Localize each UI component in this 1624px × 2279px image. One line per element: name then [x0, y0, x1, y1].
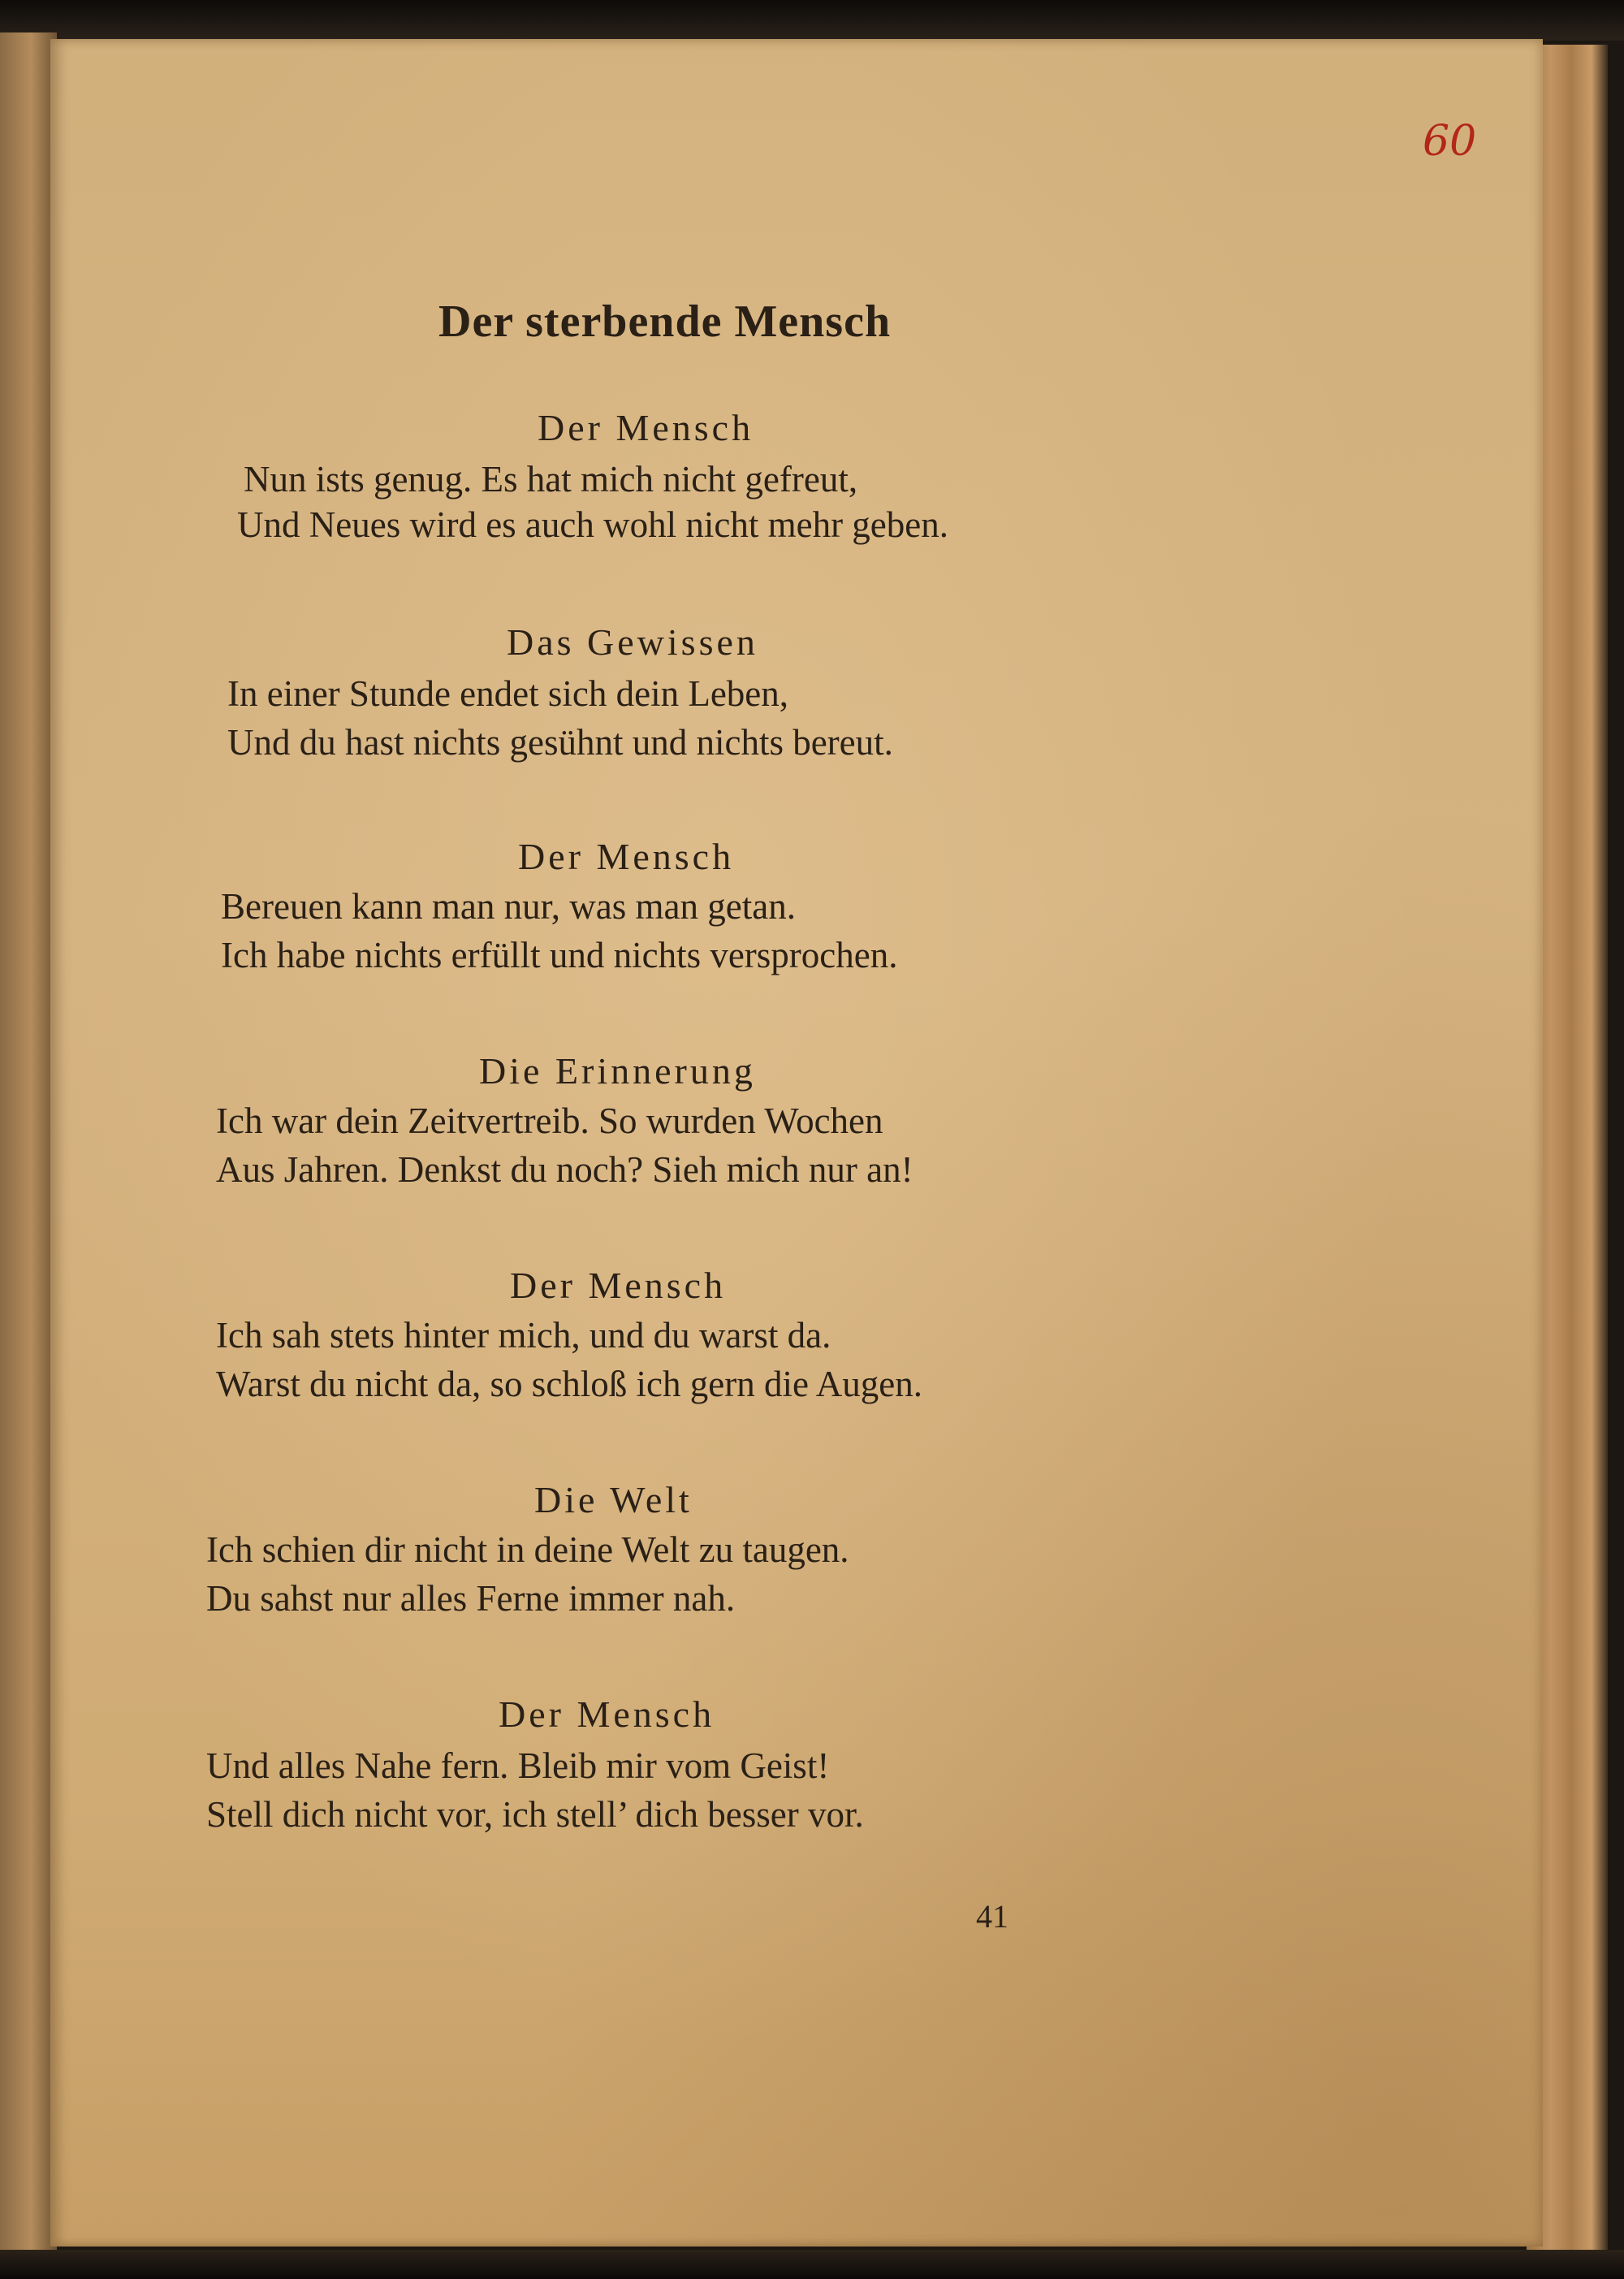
poem-title: Der sterbende Mensch	[438, 296, 892, 347]
verse-line: Du sahst nur alles Ferne immer nah.	[206, 1578, 736, 1619]
verse-line: Stell dich nicht vor, ich stell’ dich besser vor.	[206, 1794, 864, 1835]
speaker-heading: Der Mensch	[510, 1265, 727, 1306]
verse-line: Ich habe nichts erfüllt und nichts versprochen.	[221, 935, 898, 975]
verse-line: Und alles Nahe fern. Bleib mir vom Geist!	[206, 1745, 830, 1786]
verse-line: Ich war dein Zeitvertreib. So wurden Wochen	[216, 1101, 883, 1141]
speaker-heading: Die Erinnerung	[479, 1050, 756, 1092]
verse-line: Aus Jahren. Denkst du noch? Sieh mich nur an!	[216, 1149, 914, 1190]
verse-line: In einer Stunde endet sich dein Leben,	[227, 673, 789, 714]
verse-line: Ich sah stets hinter mich, und du warst da.	[216, 1315, 831, 1356]
verse-line: Warst du nicht da, so schloß ich gern die Augen.	[216, 1364, 922, 1404]
archive-page-number: 60	[1423, 117, 1477, 166]
book-page	[50, 39, 1543, 2247]
speaker-heading: Die Welt	[534, 1479, 693, 1520]
facing-page-edge	[0, 32, 57, 2258]
verse-line: Und du hast nichts gesühnt und nichts bereut.	[227, 722, 893, 763]
speaker-heading: Der Mensch	[499, 1693, 715, 1735]
speaker-heading: Der Mensch	[538, 407, 754, 448]
verse-line: Ich schien dir nicht in deine Welt zu taugen.	[206, 1529, 849, 1570]
speaker-heading: Das Gewissen	[507, 621, 758, 663]
verse-line: Bereuen kann man nur, was man getan.	[221, 886, 796, 927]
verse-line: Und Neues wird es auch wohl nicht mehr geben.	[237, 504, 949, 545]
speaker-heading: Der Mensch	[518, 836, 735, 877]
scan-bottom-edge	[0, 2250, 1624, 2279]
scan-top-edge	[0, 0, 1624, 41]
verse-line: Nun ists genug. Es hat mich nicht gefreut,	[244, 459, 858, 499]
printed-page-number: 41	[976, 1898, 1009, 1935]
